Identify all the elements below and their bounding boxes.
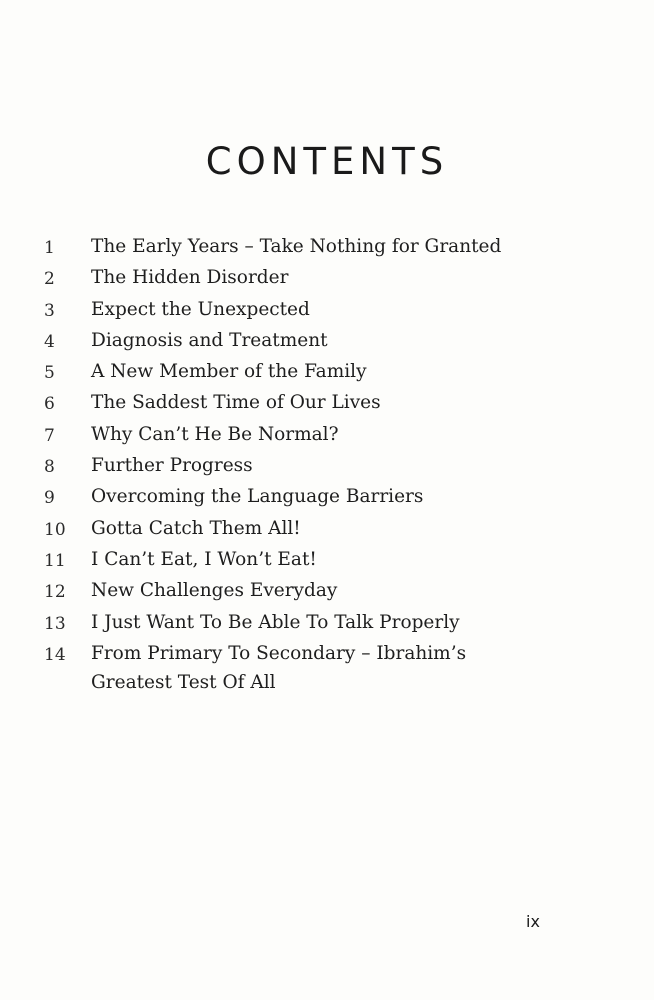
chapter-number: 2 [44,269,55,290]
toc-entry [44,263,524,294]
chapter-number: 3 [44,300,55,321]
chapter-title: From Primary To Secondary – Ibrahim’s Greatest Test Of All [91,642,467,694]
page-title: CONTENTS [205,140,449,183]
chapter-number: 1 [44,238,55,258]
chapter-title: Why Can’t He Be Normal? [91,423,339,445]
chapter-number: 12 [44,582,66,603]
toc-entry [44,545,524,576]
table-of-contents [44,232,524,697]
chapter-number: 13 [44,613,66,634]
toc-entry [44,357,524,388]
chapter-title: I Just Want To Be Able To Talk Properly [91,611,460,633]
chapter-title: The Saddest Time of Our Lives [91,392,381,414]
toc-entry [44,295,524,326]
toc-entry [44,388,524,419]
chapter-number: 6 [44,394,55,415]
chapter-title: The Hidden Disorder [91,267,289,289]
toc-entry [44,482,524,513]
chapter-number: 5 [44,363,55,384]
toc-entry [44,608,524,639]
chapter-number: 11 [44,550,66,571]
toc-entry [44,232,524,263]
toc-entry [44,514,524,545]
chapter-number: 4 [44,331,55,352]
chapter-title: Gotta Catch Them All! [91,517,301,539]
chapter-title: Further Progress [91,455,253,477]
toc-entry [44,326,524,357]
toc-entry [44,639,524,698]
chapter-title: The Early Years – Take Nothing for Granted [91,236,502,257]
chapter-title: Diagnosis and Treatment [91,329,328,351]
page-number: ix [526,912,540,931]
chapter-number: 8 [44,457,55,478]
chapter-title: Expect the Unexpected [91,298,310,320]
chapter-title: New Challenges Everyday [91,580,338,602]
toc-entry [44,420,524,451]
chapter-number: 7 [44,425,55,446]
toc-entry [44,576,524,607]
chapter-number: 14 [44,644,66,665]
chapter-title: I Can’t Eat, I Won’t Eat! [91,548,317,570]
chapter-title: A New Member of the Family [91,361,367,383]
chapter-number: 9 [44,488,55,509]
chapter-number: 10 [44,519,66,540]
toc-entry [44,451,524,482]
chapter-title: Overcoming the Language Barriers [91,486,424,508]
